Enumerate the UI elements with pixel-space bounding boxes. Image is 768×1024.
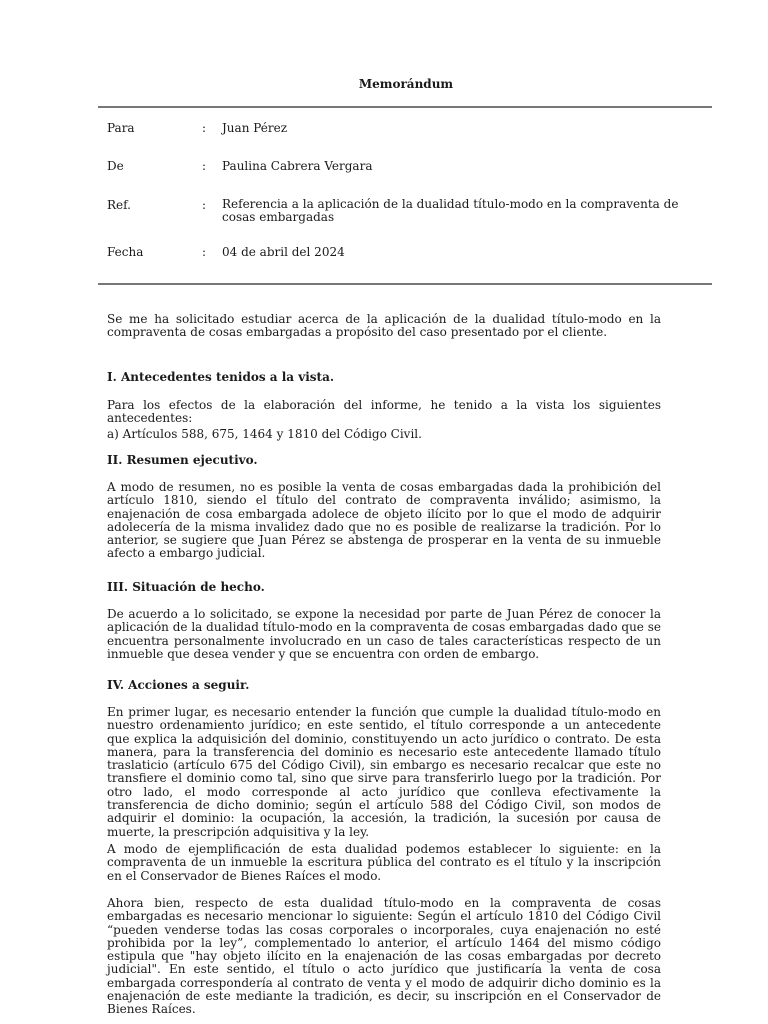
ref-label: Ref. [107,198,131,212]
header-ref-row [107,198,707,226]
header-de-row [107,159,707,173]
acciones-paragraph-2: A modo de ejemplificación de esta dualidad podemos establecer lo siguiente: en la compraventa de un inmueble la escritura pública del contrato es el título y la inscripción en el Conservador de Bienes Raíces el modo. [107,842,661,883]
section-heading-resumen: II. Resumen ejecutivo. [107,453,258,467]
antecedentes-list-item: a) Artículos 588, 675, 1464 y 1810 del Código Civil. [107,427,422,441]
colon: : [202,159,207,173]
acciones-paragraph-3: Ahora bien, respecto de esta dualidad título-modo en la compraventa de cosas embargadas es necesario mencionar lo siguiente: Según el artículo 1810 del Código Civil “pueden venderse todas las cosas corporales o incorporales, cuya enajenación no esté prohibida por la ley”, complementado lo anterior, el artículo 1464 del mismo código estipula que "hay objeto ilícito en la enajenación de las cosas embargadas por decreto judicial". En este sentido, el título o acto jurídico que justificaría la venta de cosa embargada correspondería al contrato de venta y el modo de adquirir dicho dominio es la enajenación de este mediante la tradición, es decir, su inscripción en el Conservador de Bienes Raíces. [107,896,661,1017]
para-value: Juan Pérez [222,121,288,135]
ref-value: Referencia a la aplicación de la dualidad título-modo en la compraventa de cosas embargadas [222,197,679,224]
memo-title: Memorándum [358,77,454,91]
header-para-row [107,121,707,135]
section-heading-acciones: IV. Acciones a seguir. [107,678,250,692]
colon: : [202,245,207,259]
header-divider [98,283,712,285]
de-label: De [107,159,124,173]
fecha-value: 04 de abril del 2024 [222,245,345,259]
top-divider [98,106,712,108]
antecedentes-paragraph: Para los efectos de la elaboración del informe, he tenido a la vista los siguientes antecedentes: [107,398,661,426]
situacion-paragraph: De acuerdo a lo solicitado, se expone la necesidad por parte de Juan Pérez de conocer la aplicación de la dualidad título-modo en la compraventa de cosas embargadas dado que se encuentra personalmente involucrado en un caso de tales características respecto de un inmueble que desea vender y que se encuentra con orden de embargo. [107,607,661,661]
header-fecha-row [107,245,707,259]
section-heading-situacion: III. Situación de hecho. [107,580,265,594]
colon: : [202,198,207,212]
de-value: Paulina Cabrera Vergara [222,159,373,173]
acciones-paragraph-1: En primer lugar, es necesario entender la función que cumple la dualidad título-modo en nuestro ordenamiento jurídico; en este sentido, el título corresponde a un antecedente que explica la adquisición del dominio, constituyendo un acto jurídico o contrato. De esta manera, para la transferencia del dominio es necesario este antecedente llamado título traslaticio (artículo 675 del Código Civil), sin embargo es necesario recalcar que este no transfiere el dominio como tal, sino que sirve para transferirlo luego por la tradición. Por otro lado, el modo corresponde al acto jurídico que conlleva efectivamente la transferencia de dicho dominio; según el artículo 588 del Código Civil, son modos de adquirir el dominio: la ocupación, la accesión, la tradición, la sucesión por causa de muerte, la prescripción adquisitiva y la ley. [107,705,661,839]
intro-paragraph: Se me ha solicitado estudiar acerca de la aplicación de la dualidad título-modo en la compraventa de cosas embargadas a propósito del caso presentado por el cliente. [107,312,661,340]
para-label: Para [107,121,135,135]
section-heading-antecedentes: I. Antecedentes tenidos a la vista. [107,370,335,384]
resumen-paragraph: A modo de resumen, no es posible la venta de cosas embargadas dada la prohibición del artículo 1810, siendo el título del contrato de compraventa inválido; asimismo, la enajenación de cosa embargada adolece de objeto ilícito por lo que el modo de adquirir adolecería de la misma invalidez dado que no es posible de realizarse la tradición. Por lo anterior, se sugiere que Juan Pérez se abstenga de prosperar en la venta de su inmueble afecto a embargo judicial. [107,480,661,561]
fecha-label: Fecha [107,245,144,259]
colon: : [202,121,207,135]
